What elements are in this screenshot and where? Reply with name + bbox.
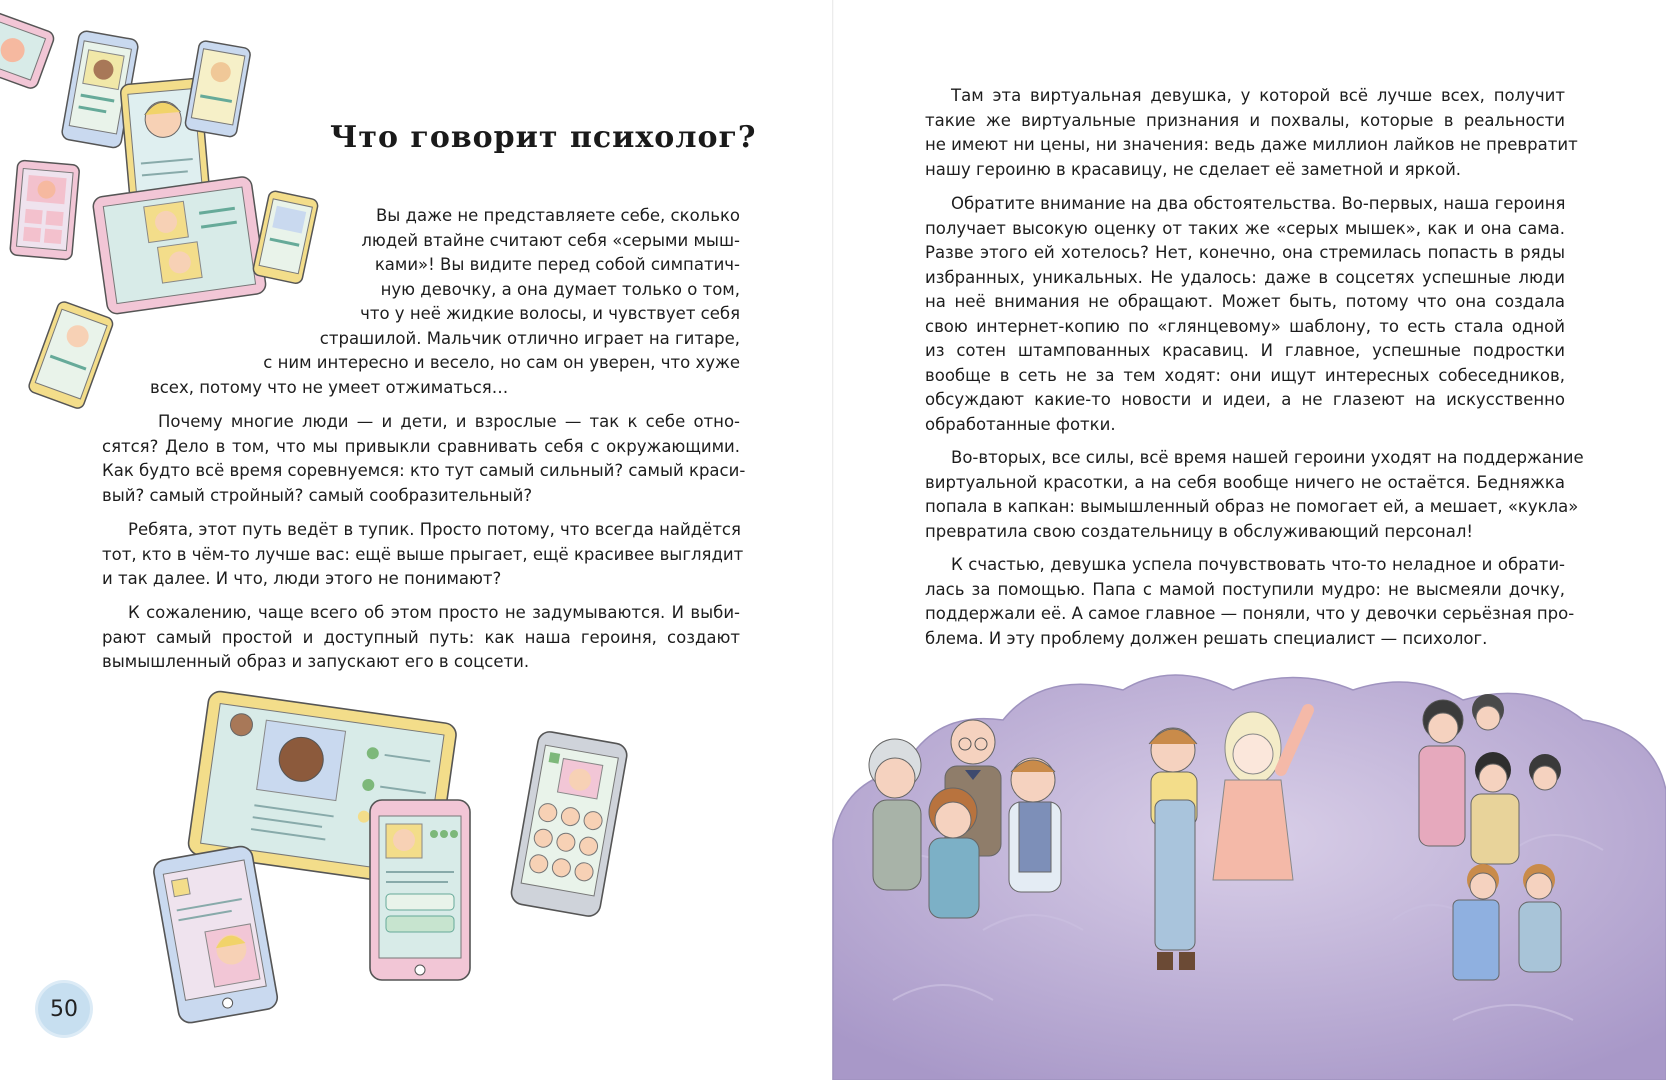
text-line: попала в капкан: вымышленный образ не помогает ей, а мешает, «кукла»	[925, 497, 1579, 516]
text-line: ками»! Вы видите перед собой симпатич-	[374, 255, 740, 274]
left-paragraph-3	[102, 518, 744, 592]
text-line: вымышленный образ и запускают его в соцсети.	[102, 652, 530, 671]
left-paragraph-4	[102, 601, 740, 675]
text-line: что у неё жидкие волосы, и чувствует себя	[360, 304, 740, 323]
text-line: виртуальной красотки, а на себя вообще ничего не остаётся. Бедняжка	[925, 472, 1565, 492]
text-line: поддержали её. А самое главное — поняли, что у девочки серьёзная про-	[925, 604, 1575, 623]
devices-illustration	[140, 690, 700, 1050]
page-number: 50	[38, 983, 90, 1035]
text-line: Как будто всё время соревнуемся: кто тут самый сильный? самый краси-	[102, 461, 746, 480]
text-line: страшилой. Мальчик отлично играет на гитаре,	[319, 328, 740, 348]
text-line: обсуждают какие-то новости и идеи, а не глазеют на искусственно	[925, 390, 1565, 409]
text-line: из сотен штампованных красавиц. И главное, успешные подростки	[925, 341, 1565, 360]
right-paragraph-1	[925, 84, 1578, 182]
right-paragraph-4	[925, 553, 1575, 651]
text-line: сятся? Дело в том, что мы привыкли сравнивать себя с окружающими.	[102, 436, 740, 456]
text-line: К сожалению, чаще всего об этом просто не задумываются. И выби-	[128, 603, 740, 622]
right-paragraph-2	[925, 192, 1565, 437]
text-line: всех, потому что не умеет отжиматься…	[150, 377, 509, 397]
text-line: вый? самый стройный? самый сообразительный?	[102, 485, 533, 505]
text-line: К счастью, девушка успела почувствовать что-то неладное и обрати-	[951, 555, 1565, 574]
left-paragraph-2	[102, 410, 746, 508]
text-line: вообще в сеть не за тем ходят: они ищут интересных собеседников,	[925, 365, 1565, 385]
text-line: тот, кто в чём-то лучше вас: ещё выше прыгает, ещё красивее выглядит	[102, 544, 744, 564]
text-line: нашу героиню в красавицу, не сделает её заметной и яркой.	[925, 159, 1462, 179]
text-line: Разве этого ей хотелось? Нет, конечно, она стремилась попасть в ряды	[925, 243, 1565, 262]
text-line: не имеют ни цены, ни значения: ведь даже миллион лайков не превратит	[925, 135, 1578, 154]
text-line: на неё внимания не обращают. Может быть, потому что она создала	[925, 292, 1565, 311]
text-line: рают самый простой и доступный путь: как наша героиня, создают	[102, 627, 740, 647]
text-line: лась за помощью. Папа с мамой поступили мудро: не высмеяли дочку,	[925, 579, 1565, 599]
right-paragraph-3	[925, 446, 1584, 544]
people-on-cloud-illustration	[833, 670, 1666, 1080]
left-paragraph-1	[150, 204, 740, 400]
text-line: получает высокую оценку от таких же «серых мышек», как и она сама.	[925, 218, 1565, 238]
text-line: Почему многие люди — и дети, и взрослые — так к себе отно-	[158, 412, 740, 431]
text-line: Во-вторых, все силы, всё время нашей героини уходят на поддержание	[951, 448, 1584, 467]
text-line: такие же виртуальные признания и похвалы, которые в реальности	[925, 110, 1565, 130]
text-line: обработанные фотки.	[925, 414, 1116, 434]
text-line: Обратите внимание на два обстоятельства. Во-первых, наша героиня	[951, 194, 1566, 213]
text-line: и так далее. И что, люди этого не понимают?	[102, 569, 502, 588]
text-line: свою интернет-копию по «глянцевому» шаблону, то есть стала одной	[925, 316, 1565, 336]
right-page	[833, 0, 1666, 1080]
page-title: Что говорит психолог?	[330, 120, 757, 155]
text-line: Вы даже не представляете себе, сколько	[375, 206, 740, 225]
text-line: блема. И эту проблему должен решать специалист — психолог.	[925, 628, 1488, 648]
text-line: с ним интересно и весело, но сам он уверен, что хуже	[263, 353, 740, 372]
text-line: превратила свою создательницу в обслуживающий персонал!	[925, 521, 1474, 541]
text-line: Ребята, этот путь ведёт в тупик. Просто потому, что всегда найдётся	[128, 520, 741, 539]
text-line: людей втайне считают себя «серыми мыш-	[361, 230, 740, 250]
text-line: Там эта виртуальная девушка, у которой всё лучше всех, получит	[951, 86, 1565, 105]
text-line: ную девочку, а она думает только о том,	[380, 279, 740, 299]
person-figure	[869, 739, 921, 890]
text-line: избранных, уникальных. Не удалось: даже в соцсетях успешные люди	[925, 267, 1565, 287]
